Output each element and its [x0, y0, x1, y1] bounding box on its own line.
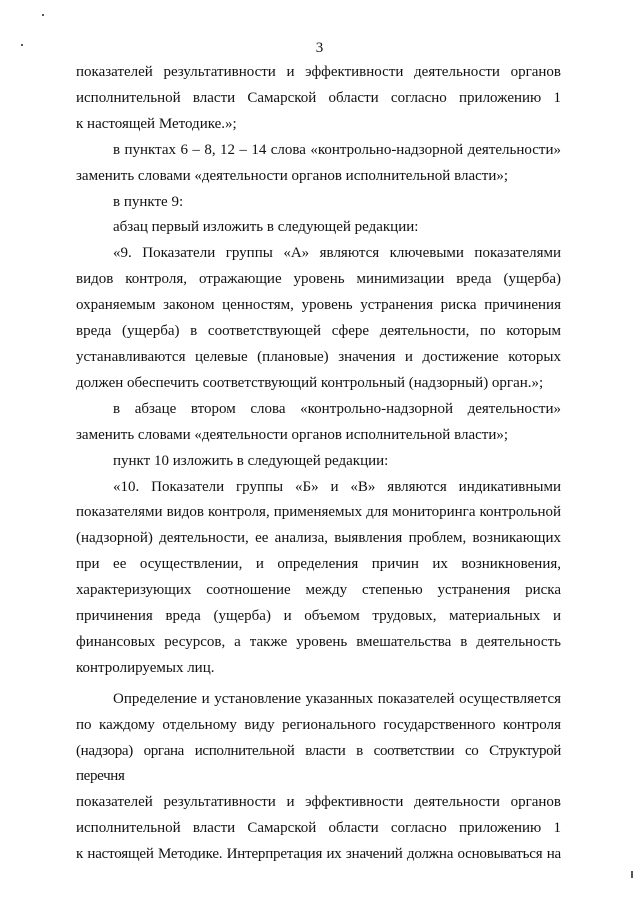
paragraph	[76, 190, 561, 216]
text-line: заменить словами «деятельности органов исполнительной власти»;	[76, 426, 509, 443]
text-line: должен обеспечить соответствующий контрольный (надзорный) орган.»;	[76, 374, 544, 391]
text-line: охраняемым законом ценностям, уровень устранения риска причинения	[76, 297, 561, 314]
text-line: по каждому отдельному виду регионального государственного контроля	[76, 716, 561, 733]
text-line: «10. Показатели группы «Б» и «В» являются индикативными	[113, 478, 561, 495]
text-line: вреда (ущерба) в соответствующей сфере деятельности, по которым	[76, 323, 561, 340]
text-line: в пункте 9:	[113, 193, 184, 210]
paragraph	[76, 215, 561, 241]
text-line: в пунктах 6 – 8, 12 – 14 слова «контрольно-надзорной деятельности»	[113, 141, 561, 158]
text-line: Определение и установление указанных показателей осуществляется	[113, 690, 561, 707]
paragraph	[76, 60, 561, 138]
paragraph	[76, 687, 561, 868]
page-number: 3	[315, 40, 324, 56]
text-line: (надзора) органа исполнительной власти в соответствии со Структурой перечня	[76, 742, 561, 785]
text-line: устанавливаются целевые (плановые) значения и достижение которых	[76, 348, 561, 365]
text-line: заменить словами «деятельности органов исполнительной власти»;	[76, 167, 509, 184]
paragraph	[76, 475, 561, 682]
text-line: контролируемых лиц.	[76, 659, 215, 676]
text-line: видов контроля, отражающие уровень минимизации вреда (ущерба)	[76, 271, 561, 288]
text-line: к настоящей Методике.»;	[76, 115, 237, 132]
paragraph	[76, 138, 561, 190]
text-line: в абзаце втором слова «контрольно-надзорной деятельности»	[113, 400, 561, 417]
document-body	[76, 60, 561, 868]
text-line: к настоящей Методике. Интерпретация их значений должна основываться на	[76, 846, 561, 863]
text-line: исполнительной власти Самарской области согласно приложению 1	[76, 820, 561, 837]
text-line: абзац первый изложить в следующей редакции:	[113, 219, 419, 236]
text-line: (надзорной) деятельности, ее анализа, выявления проблем, возникающих	[76, 530, 561, 547]
text-line: характеризующих соотношение между степенью устранения риска	[76, 582, 561, 599]
scan-speck	[631, 871, 633, 878]
paragraph	[76, 397, 561, 449]
scan-speck	[42, 14, 44, 16]
text-line: при ее осуществлении, и определения причин их возникновения,	[76, 556, 561, 573]
text-line: показателей результативности и эффективности деятельности органов	[76, 794, 561, 811]
paragraph	[76, 449, 561, 475]
text-line: исполнительной власти Самарской области согласно приложению 1	[76, 89, 561, 106]
text-line: финансовых ресурсов, а также уровень вмешательства в деятельность	[76, 633, 561, 650]
text-line: показателей результативности и эффективности деятельности органов	[76, 64, 561, 80]
text-line: «9. Показатели группы «А» являются ключевыми показателями	[113, 245, 561, 262]
text-line: пункт 10 изложить в следующей редакции:	[113, 452, 389, 469]
text-line: причинения вреда (ущерба) и объемом трудовых, материальных и	[76, 608, 561, 625]
text-line: показателями видов контроля, применяемых для мониторинга контрольной	[76, 504, 561, 521]
paragraph	[76, 241, 561, 396]
